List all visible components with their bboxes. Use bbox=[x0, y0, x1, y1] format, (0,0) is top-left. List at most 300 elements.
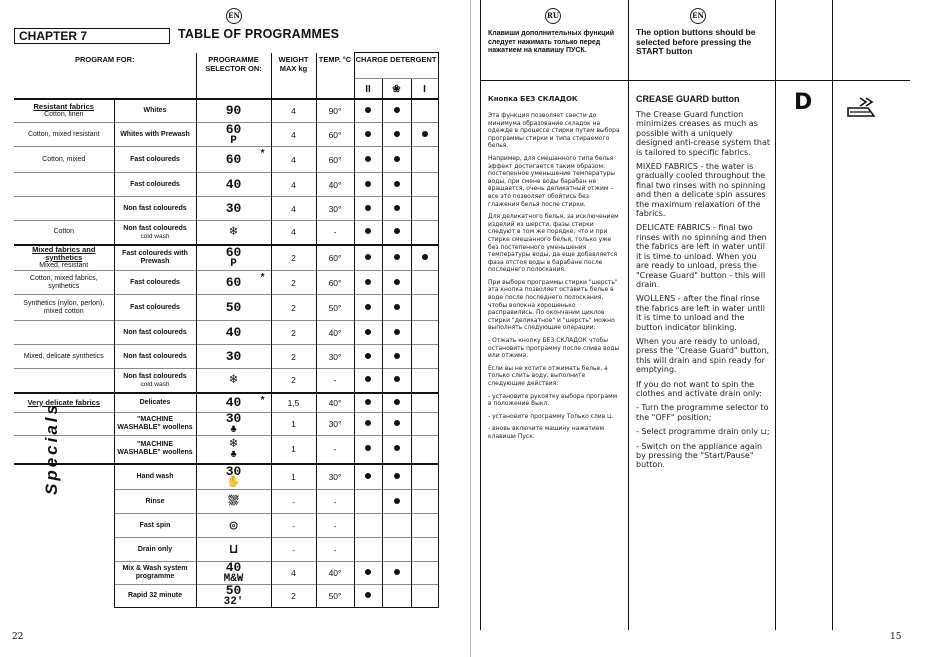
detergent-cell bbox=[382, 197, 411, 221]
detergent-cell bbox=[382, 147, 411, 173]
table-row bbox=[14, 413, 438, 436]
selector-value: ❄ bbox=[229, 436, 238, 452]
detergent-cell bbox=[354, 99, 382, 123]
detergent-cell bbox=[382, 99, 411, 123]
detergent-dot bbox=[365, 107, 371, 113]
programme-name: Non fast coloureds bbox=[123, 224, 187, 232]
selector-subvalue: ♣ bbox=[230, 424, 237, 436]
en-paragraph: - Select programme drain only ⊔; bbox=[636, 427, 770, 437]
temp-cell: 40° bbox=[316, 173, 354, 197]
ru-paragraph: - вновь включите машину нажатием клавиши Пуск. bbox=[488, 425, 605, 440]
programme-name-cell bbox=[114, 173, 196, 197]
temp-cell: 60° bbox=[316, 271, 354, 295]
temp-cell: 30° bbox=[316, 413, 354, 436]
category-cell bbox=[14, 464, 114, 490]
category-cell bbox=[14, 197, 114, 221]
programmes-table bbox=[14, 52, 439, 608]
specials-label: Specials bbox=[42, 402, 61, 495]
table-row bbox=[14, 562, 438, 585]
temp-cell: - bbox=[316, 490, 354, 514]
selector-cell bbox=[196, 295, 271, 321]
detergent-cell bbox=[411, 369, 438, 393]
ru-paragraph: - установите программу Только слив ⊔. bbox=[488, 412, 614, 420]
column-line-4 bbox=[832, 0, 833, 630]
temp-cell: 60° bbox=[316, 147, 354, 173]
temp-cell: - bbox=[316, 538, 354, 562]
detergent-cell bbox=[382, 436, 411, 464]
en-paragraph: - Turn the programme selector to the "OFF" position; bbox=[636, 403, 769, 422]
weight-cell: 1 bbox=[271, 413, 316, 436]
selector-subvalue: 32' bbox=[223, 596, 244, 608]
table-row bbox=[14, 321, 438, 345]
temp-cell: 50° bbox=[316, 295, 354, 321]
weight-cell: 4 bbox=[271, 123, 316, 147]
selector-cell bbox=[196, 321, 271, 345]
detergent-cell bbox=[411, 393, 438, 413]
detergent-cell bbox=[354, 221, 382, 245]
table-row bbox=[14, 99, 438, 123]
ru-paragraph: Если вы не хотите отжимать белье, а только слить воду, выполните следующие действия: bbox=[488, 364, 608, 387]
detergent-dot bbox=[365, 569, 371, 575]
detergent-cell bbox=[411, 562, 438, 585]
header-program-for: PROGRAM FOR: bbox=[74, 54, 135, 64]
programme-name: "MACHINE WASHABLE" woollens bbox=[117, 441, 193, 457]
detergent-cell bbox=[354, 295, 382, 321]
weight-cell: 4 bbox=[271, 221, 316, 245]
en-paragraph: If you do not want to spin the clothes and activate drain only: bbox=[636, 379, 762, 398]
selector-value: 60 bbox=[225, 244, 242, 260]
detergent-dot bbox=[365, 420, 371, 426]
ru-paragraph: Например, для смешанного типа белья эффект достигается таким образом: постепенное уменьшение температуры воды, при смене воды барабан не вращается, очень деликатный отжим – все это позволяет обойтись без глажения белья после стирки. bbox=[488, 154, 616, 208]
category-label: Cotton, mixed fabrics, synthetics bbox=[29, 274, 98, 290]
category-cell bbox=[14, 147, 114, 173]
detergent-dot bbox=[365, 399, 371, 405]
selector-value: ⊔ bbox=[229, 541, 238, 557]
detergent-cell bbox=[354, 345, 382, 369]
selector-cell bbox=[196, 99, 271, 123]
selector-value: 90 bbox=[225, 102, 242, 118]
weight-cell: 2 bbox=[271, 295, 316, 321]
selector-value: 60 bbox=[225, 151, 242, 167]
selector-subvalue: ♣ bbox=[230, 449, 237, 462]
table-row bbox=[14, 490, 438, 514]
ru-paragraph: Для деликатного белья, за исключением изделий из шерсти, фазы стирки следуют в том же порядке, что и при стирке смешанного белья, только уже без постепенного уменьшения температуры воды, да еще добавляется фаза отстоя воды в барабане после последнего полоскания. bbox=[488, 213, 619, 274]
category-cell bbox=[14, 413, 114, 436]
weight-cell: - bbox=[271, 514, 316, 538]
detergent-dot bbox=[365, 353, 371, 359]
en-paragraph: When you are ready to unload, press the "Crease Guard" button, this will drain and spin ready for emptying. bbox=[636, 336, 770, 375]
programme-name-cell bbox=[114, 123, 196, 147]
detergent-cell bbox=[382, 245, 411, 271]
detergent-dot bbox=[394, 376, 400, 382]
category-cell bbox=[14, 393, 114, 413]
en-paragraph: WOLLENS - after the final rinse the fabrics are left in water until it is time to unload and the button indicator blinking. bbox=[636, 294, 765, 332]
table-row bbox=[14, 393, 438, 413]
header-charge-prewash: II bbox=[354, 79, 382, 99]
programme-name-cell bbox=[114, 490, 196, 514]
detergent-dot bbox=[394, 353, 400, 359]
programme-name: "MACHINE WASHABLE" woollens bbox=[117, 416, 193, 431]
category-cell bbox=[14, 173, 114, 197]
detergent-dot bbox=[365, 254, 371, 260]
detergent-dot bbox=[365, 205, 371, 211]
selector-cell bbox=[196, 369, 271, 393]
category-cell bbox=[14, 295, 114, 321]
detergent-dot bbox=[394, 498, 400, 504]
detergent-cell bbox=[354, 197, 382, 221]
programme-name: Whites with Prewash bbox=[120, 130, 190, 138]
detergent-cell bbox=[411, 514, 438, 538]
selector-cell bbox=[196, 345, 271, 369]
selector-subvalue: M&W bbox=[223, 573, 244, 585]
detergent-cell bbox=[411, 464, 438, 490]
detergent-cell bbox=[382, 490, 411, 514]
weight-cell: 1,5 bbox=[271, 393, 316, 413]
programme-name-cell bbox=[114, 221, 196, 245]
detergent-cell bbox=[411, 436, 438, 464]
ru-paragraph: - установите рукоятку выбора программ в положение Выкл. bbox=[488, 392, 618, 408]
detergent-cell bbox=[411, 123, 438, 147]
programme-name: Non fast coloureds bbox=[123, 372, 187, 380]
detergent-cell bbox=[354, 538, 382, 562]
programme-name-cell bbox=[114, 369, 196, 393]
table-row bbox=[14, 123, 438, 147]
detergent-cell bbox=[411, 99, 438, 123]
detergent-cell bbox=[354, 436, 382, 464]
selector-subvalue: ✋ bbox=[226, 476, 241, 489]
programme-name: Fast coloureds bbox=[130, 155, 180, 163]
temp-cell: 60° bbox=[316, 123, 354, 147]
programme-name-cell bbox=[114, 147, 196, 173]
temp-cell: 30° bbox=[316, 464, 354, 490]
selector-value: 30 bbox=[225, 348, 242, 364]
programme-name: Hand wash bbox=[136, 472, 174, 480]
category-label: Synthetics (nylon, perlon), mixed cotton bbox=[23, 299, 105, 315]
temp-cell: 30° bbox=[316, 345, 354, 369]
detergent-dot bbox=[394, 205, 400, 211]
language-badge-ru: RU bbox=[545, 8, 561, 24]
detergent-cell bbox=[411, 271, 438, 295]
temp-cell: 30° bbox=[316, 197, 354, 221]
programme-name-cell bbox=[114, 271, 196, 295]
code-letter: D bbox=[794, 90, 813, 115]
selector-cell bbox=[196, 245, 271, 271]
detergent-cell bbox=[354, 514, 382, 538]
programme-name: Non fast coloureds bbox=[123, 204, 187, 212]
selector-cell bbox=[196, 464, 271, 490]
selector-value: 40 bbox=[225, 394, 242, 410]
temp-cell: - bbox=[316, 221, 354, 245]
column-line-2 bbox=[628, 0, 629, 630]
detergent-cell bbox=[354, 271, 382, 295]
column-line-1 bbox=[480, 0, 481, 630]
programme-name-cell bbox=[114, 413, 196, 436]
detergent-cell bbox=[411, 295, 438, 321]
detergent-cell bbox=[382, 345, 411, 369]
en-body bbox=[636, 110, 770, 475]
detergent-cell bbox=[411, 197, 438, 221]
detergent-cell bbox=[354, 369, 382, 393]
selector-value: 60 bbox=[225, 274, 242, 290]
star-marker: * bbox=[260, 148, 265, 159]
programme-name: Fast spin bbox=[139, 521, 171, 529]
detergent-dot bbox=[422, 254, 428, 260]
table-row bbox=[14, 221, 438, 245]
selector-cell bbox=[196, 271, 271, 295]
programme-name-cell bbox=[114, 538, 196, 562]
detergent-cell bbox=[354, 464, 382, 490]
temp-cell: - bbox=[316, 369, 354, 393]
category-cell bbox=[14, 490, 114, 514]
selector-cell bbox=[196, 393, 271, 413]
crease-guard-icon bbox=[846, 94, 880, 120]
weight-cell: 2 bbox=[271, 369, 316, 393]
detergent-cell bbox=[354, 562, 382, 585]
table-row bbox=[14, 345, 438, 369]
detergent-cell bbox=[382, 538, 411, 562]
programme-name-cell bbox=[114, 345, 196, 369]
programme-name: Rinse bbox=[145, 497, 165, 505]
selector-cell bbox=[196, 490, 271, 514]
selector-value: 50 bbox=[225, 584, 242, 598]
weight-cell: 2 bbox=[271, 585, 316, 608]
table-row bbox=[14, 436, 438, 464]
weight-cell: 4 bbox=[271, 147, 316, 173]
header-charge-softener: ❀ bbox=[382, 79, 411, 99]
detergent-dot bbox=[394, 304, 400, 310]
programme-name: Non fast coloureds bbox=[123, 328, 187, 336]
category-cell bbox=[14, 271, 114, 295]
detergent-dot bbox=[394, 399, 400, 405]
selector-subvalue: P bbox=[230, 257, 237, 270]
page-number-left: 22 bbox=[12, 632, 24, 642]
detergent-dot bbox=[365, 156, 371, 162]
temp-cell: 40° bbox=[316, 393, 354, 413]
header-weight: WEIGHT MAX kg bbox=[271, 53, 316, 99]
programme-subname: cold wash bbox=[140, 232, 170, 240]
ru-paragraph: - Отжать кнопку БЕЗ СКЛАДОК чтобы остановить программу после слива воды или отжима. bbox=[488, 337, 620, 360]
detergent-cell bbox=[354, 585, 382, 608]
table-row bbox=[14, 585, 438, 608]
programme-name: Mix & Wash system programme bbox=[122, 565, 188, 580]
en-heading: CREASE GUARD button bbox=[636, 94, 740, 104]
header-separator bbox=[480, 80, 910, 81]
detergent-cell bbox=[354, 490, 382, 514]
selector-cell bbox=[196, 514, 271, 538]
detergent-cell bbox=[354, 173, 382, 197]
weight-cell: 1 bbox=[271, 464, 316, 490]
programme-name-cell bbox=[114, 245, 196, 271]
detergent-cell bbox=[382, 123, 411, 147]
detergent-dot bbox=[394, 473, 400, 479]
detergent-dot bbox=[394, 445, 400, 451]
table-row bbox=[14, 514, 438, 538]
weight-cell: 2 bbox=[271, 321, 316, 345]
header-temp: TEMP. °C bbox=[316, 53, 354, 99]
detergent-cell bbox=[354, 123, 382, 147]
star-marker: * bbox=[260, 272, 265, 283]
detergent-dot bbox=[394, 329, 400, 335]
detergent-dot bbox=[365, 279, 371, 285]
selector-value: 40 bbox=[225, 324, 242, 340]
category-cell bbox=[14, 123, 114, 147]
programme-name: Non fast coloureds bbox=[123, 352, 187, 360]
en-note: The option buttons should be selected before pressing the START button bbox=[636, 27, 756, 56]
programme-subname: cold wash bbox=[140, 380, 170, 388]
selector-value: ◎ bbox=[229, 517, 238, 533]
detergent-dot bbox=[365, 329, 371, 335]
selector-cell bbox=[196, 221, 271, 245]
table-row bbox=[14, 295, 438, 321]
detergent-cell bbox=[411, 321, 438, 345]
table-row bbox=[14, 147, 438, 173]
category-sublabel: Mixed, resistant bbox=[39, 261, 89, 269]
detergent-cell bbox=[411, 245, 438, 271]
star-marker: * bbox=[260, 394, 265, 406]
detergent-dot bbox=[365, 473, 371, 479]
en-paragraph: MIXED FABRICS - the water is gradually cooled throughout the final two rinses with no spinning and then a delicate spin assures the maximum relaxation of the fabrics. bbox=[636, 162, 766, 219]
chapter-label: CHAPTER 7 bbox=[14, 28, 170, 44]
detergent-cell bbox=[354, 413, 382, 436]
programme-name-cell bbox=[114, 197, 196, 221]
weight-cell: 2 bbox=[271, 245, 316, 271]
detergent-cell bbox=[382, 321, 411, 345]
selector-cell bbox=[196, 123, 271, 147]
detergent-cell bbox=[382, 221, 411, 245]
category-cell bbox=[14, 221, 114, 245]
detergent-cell bbox=[382, 295, 411, 321]
selector-value: ❄ bbox=[229, 224, 238, 240]
programme-name: Whites bbox=[143, 106, 167, 114]
detergent-cell bbox=[382, 271, 411, 295]
selector-value: 40 bbox=[225, 176, 242, 192]
temp-cell: - bbox=[316, 436, 354, 464]
selector-value: ❄ bbox=[229, 372, 238, 388]
table-row bbox=[14, 369, 438, 393]
detergent-cell bbox=[382, 464, 411, 490]
detergent-dot bbox=[365, 131, 371, 137]
category-label: Very delicate fabrics bbox=[27, 397, 101, 407]
table-row bbox=[14, 245, 438, 271]
category-label: Mixed, delicate synthetics bbox=[23, 352, 104, 360]
detergent-dot bbox=[394, 228, 400, 234]
detergent-dot bbox=[394, 156, 400, 162]
temp-cell: 50° bbox=[316, 585, 354, 608]
column-line-3 bbox=[775, 0, 776, 630]
programme-name: Fast coloureds bbox=[130, 303, 180, 311]
programme-name-cell bbox=[114, 585, 196, 608]
header-charge-wash: I bbox=[411, 79, 438, 99]
category-cell bbox=[14, 321, 114, 345]
detergent-cell bbox=[411, 585, 438, 608]
selector-value: 50 bbox=[225, 299, 242, 315]
selector-value: 40 bbox=[225, 561, 242, 575]
detergent-dot bbox=[394, 569, 400, 575]
selector-value: 60 bbox=[225, 122, 242, 137]
programme-name-cell bbox=[114, 393, 196, 413]
detergent-dot bbox=[394, 181, 400, 187]
ru-body bbox=[488, 112, 622, 446]
en-paragraph: - Switch on the appliance again by pressing the "Start/Pause" button. bbox=[636, 441, 763, 470]
category-cell bbox=[14, 436, 114, 464]
detergent-cell bbox=[382, 413, 411, 436]
detergent-dot bbox=[394, 107, 400, 113]
table-row bbox=[14, 173, 438, 197]
weight-cell: 4 bbox=[271, 99, 316, 123]
temp-cell: 40° bbox=[316, 562, 354, 585]
weight-cell: 2 bbox=[271, 271, 316, 295]
selector-cell bbox=[196, 147, 271, 173]
table-row bbox=[14, 197, 438, 221]
category-cell bbox=[14, 99, 114, 123]
language-badge-en: EN bbox=[226, 8, 242, 24]
category-cell bbox=[14, 345, 114, 369]
ru-paragraph: Эта функция позволяет свести до минимума образование складок на одежде в процессе стирки путем выбора программы стирки и типа стираемого белья. bbox=[488, 112, 620, 150]
header-charge-detergent: CHARGE DETERGENT bbox=[354, 53, 438, 79]
detergent-cell bbox=[382, 585, 411, 608]
selector-value: ⛆ bbox=[228, 493, 239, 509]
table-row bbox=[14, 538, 438, 562]
selector-subvalue: P bbox=[230, 134, 237, 147]
temp-cell: 40° bbox=[316, 321, 354, 345]
programme-name-cell bbox=[114, 99, 196, 123]
selector-value: 30 bbox=[225, 463, 242, 479]
page-divider bbox=[470, 0, 471, 657]
category-label: Cotton, mixed resistant bbox=[27, 130, 100, 138]
page-number-right: 15 bbox=[890, 632, 902, 642]
selector-value: 30 bbox=[225, 412, 242, 426]
detergent-cell bbox=[411, 173, 438, 197]
selector-cell bbox=[196, 538, 271, 562]
ru-note: Клавиши дополнительных функций следует нажимать только перед нажатием на клавишу ПУСК. bbox=[488, 30, 615, 54]
detergent-cell bbox=[382, 514, 411, 538]
detergent-dot bbox=[365, 181, 371, 187]
temp-cell: 90° bbox=[316, 99, 354, 123]
programme-name-cell bbox=[114, 464, 196, 490]
selector-value: 30 bbox=[225, 200, 242, 216]
programme-name: Fast coloureds bbox=[130, 180, 180, 188]
detergent-cell bbox=[354, 321, 382, 345]
category-cell bbox=[14, 514, 114, 538]
weight-cell: 4 bbox=[271, 173, 316, 197]
weight-cell: - bbox=[271, 490, 316, 514]
programme-name-cell bbox=[114, 562, 196, 585]
detergent-cell bbox=[411, 490, 438, 514]
category-cell bbox=[14, 369, 114, 393]
ru-paragraph: При выборе программы стирки "шерсть" эта кнопка позволяет оставить белье в воде после последнего полоскания, чтобы волокна хорошенько расправились. По окончании циклов стирки "деликатное" и "шерсть" можно выполнять следующие операции: bbox=[488, 278, 618, 332]
language-badge-en-right: EN bbox=[690, 8, 706, 24]
programme-name-cell bbox=[114, 436, 196, 464]
detergent-cell bbox=[382, 369, 411, 393]
en-paragraph: The Crease Guard function minimizes creases as much as possible with a uniquely designed anti-crease system that is tailored to specific fabrics. bbox=[636, 110, 770, 157]
detergent-cell bbox=[354, 393, 382, 413]
weight-cell: 4 bbox=[271, 197, 316, 221]
category-sublabel: Cotton, linen bbox=[44, 110, 84, 118]
detergent-dot bbox=[394, 279, 400, 285]
selector-cell bbox=[196, 197, 271, 221]
selector-cell bbox=[196, 436, 271, 464]
ru-heading: Кнопка БЕЗ СКЛАДОК bbox=[488, 95, 578, 103]
weight-cell: - bbox=[271, 538, 316, 562]
detergent-dot bbox=[365, 304, 371, 310]
category-label: Cotton bbox=[53, 228, 75, 236]
table-row bbox=[14, 464, 438, 490]
detergent-dot bbox=[394, 131, 400, 137]
detergent-cell bbox=[411, 345, 438, 369]
category-label: Cotton, mixed bbox=[42, 155, 86, 163]
programme-name: Fast coloureds with Prewash bbox=[122, 249, 188, 265]
category-label: Resistant fabrics bbox=[33, 101, 94, 111]
